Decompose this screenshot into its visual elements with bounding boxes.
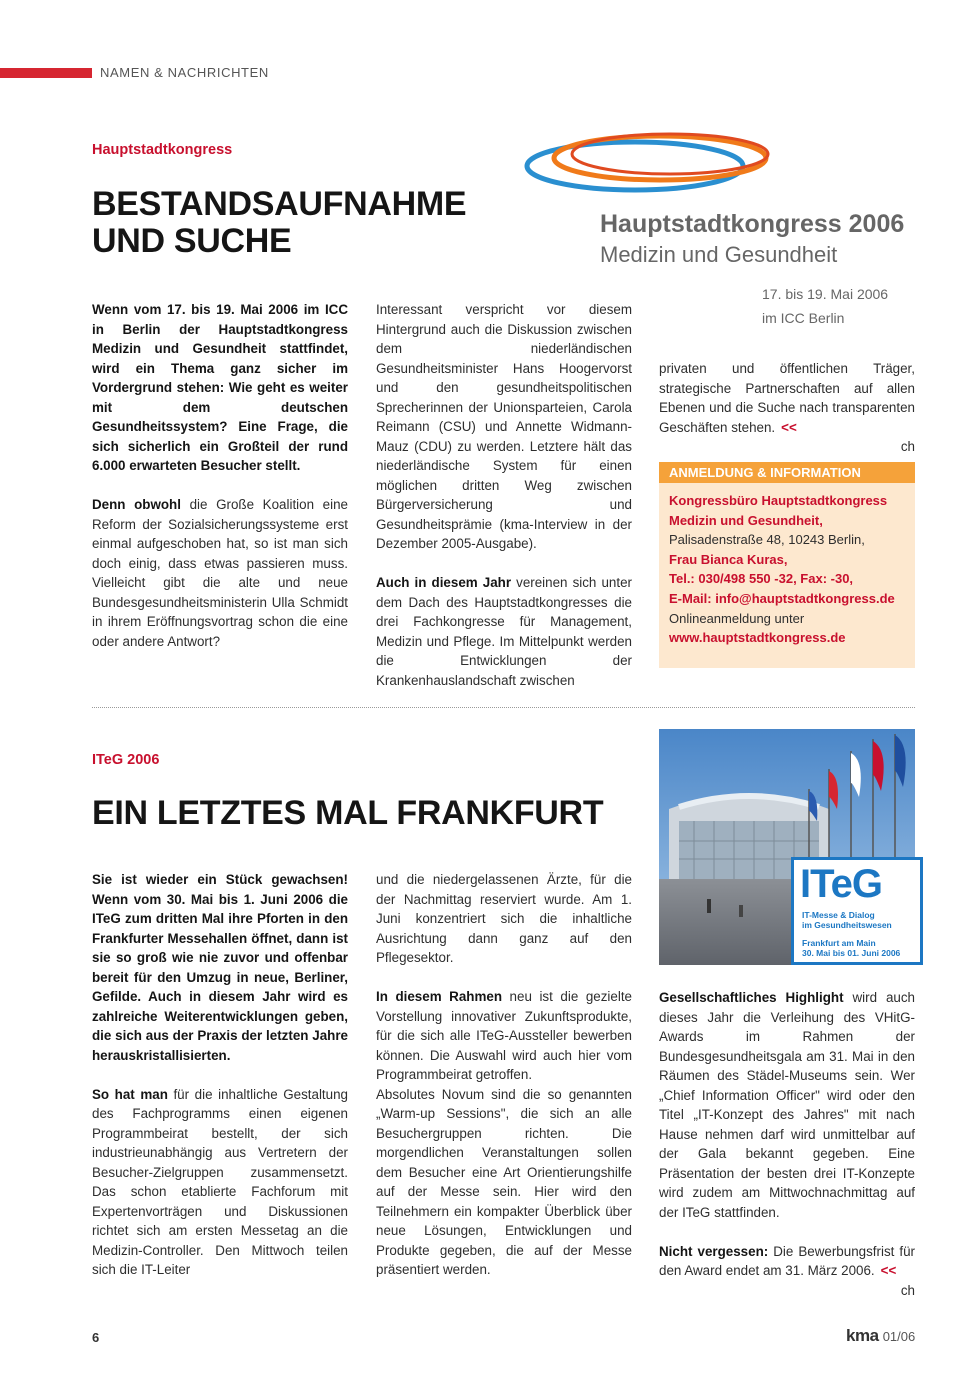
article1-lead: Wenn vom 17. bis 19. Mai 2006 im ICC in Berlin der Hauptstadtkongress Medizin und Gesundheit stattfindet, wird ein Thema ganz sicher im Vordergrund stehen: Wie geht es weiter mit dem deutschen Gesundheitssystem? Eine Frage, die sich sicherlich ein Großteil der rund 6.000 erwarteten Besucher stellt. <box>92 302 348 473</box>
article2-p6-lead-in: Nicht vergessen: <box>659 1243 769 1259</box>
article1-signature: ch <box>900 439 915 454</box>
article2-headline: EIN LETZTES MAL FRANKFURT <box>92 794 604 832</box>
infobox-url: www.hauptstadtkongress.de <box>669 630 846 646</box>
article1-paragraph4 <box>659 359 915 437</box>
issue-number: 01/06 <box>882 1329 916 1344</box>
congress-logo-rings <box>520 118 920 208</box>
article1-headline <box>92 186 466 260</box>
iteg-logo-line4: 30. Mai bis 01. Juni 2006 <box>802 948 901 958</box>
infobox-contact: Frau Bianca Kuras, <box>669 551 788 567</box>
article1-kicker: Hauptstadtkongress <box>92 142 233 158</box>
infobox-phone: Tel.: 030/498 550 -32, Fax: -30, <box>669 571 854 587</box>
article2-kicker: ITeG 2006 <box>92 752 160 768</box>
iteg-logo-line3: Frankfurt am Main <box>802 938 876 948</box>
article2-p5-text: wird auch dieses Jahr die Verleihung des VHitG-Awards im Rahmen der Bundesgesundheitsgala am 31. Mai in den Räumen des Städel-Museums sein. Wer „Chief Information Officer" wird oder den Titel „IT-Konzept des Jahres" mit nach Hause nehmen darf wird unmittelbar auf der Gala bekannt gegeben. Eine Präsentation der besten drei IT-Konzepte wird zudem am Mittwochnachmittag auf der ITeG stattfinden. <box>659 990 915 1220</box>
article2-p5-lead-in: Gesellschaftliches Highlight <box>659 990 844 1005</box>
article2-paragraph2: und die niedergelassenen Ärzte, für die der Nachmittag reserviert wurde. Am 1. Juni konzentriert sich die inhaltliche Ausrichtung dann ganz auf den Pflegesektor. <box>376 872 632 965</box>
article2-p1-text: für die inhaltliche Gestaltung des Fachprogramms einen eigenen Programmbeirat bestellt, der sich industrieunabhängig aus Vertretern der Besucher-Zielgruppen zusammensetzt. Das schon etablierte Fachforum mit Expertenvorträgen und Diskussionen richtet sich am ersten Messetag an die Medizin-Controller. Den Mittwoch teilen sich die IT-Leiter <box>92 1086 348 1277</box>
article-divider <box>92 707 915 708</box>
congress-logo-title: Hauptstadtkongress 2006 <box>600 210 905 238</box>
article2-paragraph4: Absolutes Novum sind die so genannten „Warm-up Sessions", die sich an alle Besuchergruppen richten. Die morgendlichen Veranstaltungen sollen dem Besucher eine Art Orientierungshilfe auf der Messe sein. Hier wird den Teilnehmern ein kompakter Überblick über neue Lösungen, Entwicklungen und Produkte gegeben, die auf der Messe präsentiert werden. <box>376 1086 632 1277</box>
end-mark-icon: << <box>880 1263 897 1278</box>
infobox-org-line1: Kongressbüro Hauptstadtkongress <box>669 493 888 508</box>
article1-p3-lead-in: Auch in diesem Jahr <box>376 575 512 590</box>
infobox-address: Palisadenstraße 48, 10243 Berlin, <box>669 532 865 548</box>
infobox-heading: ANMELDUNG & INFORMATION <box>659 462 915 483</box>
article1-column2 <box>376 300 632 710</box>
article1-p1-lead-in: Denn obwohl <box>92 497 181 512</box>
article2-column2 <box>376 870 632 1299</box>
article2-signature: ch <box>900 1282 915 1298</box>
article2-paragraph3 <box>376 987 632 1085</box>
article2-paragraph1 <box>92 1085 348 1280</box>
article2-p6-text: Die Bewerbungsfrist für den Award endet am 31. März 2006. <box>659 1243 915 1278</box>
article1-column3 <box>659 359 915 476</box>
article2-column3 <box>659 988 915 1320</box>
page-number: 6 <box>92 1330 100 1345</box>
article1-paragraph2: Interessant verspricht vor diesem Hintergrund auch die Diskussion zwischen dem niederländischen Gesundheitsminister Hans Hoogervorst und den gesundheitspolitischen Sprecherinnen der Unionsparteien, Carola Reimann (CSU) und Annette Widmann-Mauz (CDU) zu werden. Letztere hält das niederländische System für einen möglichen dritten Weg zwischen Bürgerversicherung und Gesundheitsprämie (kma-Interview in der Dezember 2005-Ausgabe). <box>376 302 632 551</box>
infobox-online-label: Onlineanmeldung unter <box>669 610 805 626</box>
iteg-logo-line1: IT-Messe & Dialog <box>802 910 875 920</box>
article2-lead: Sie ist wieder ein Stück gewachsen! Wenn vom 30. Mai bis 1. Juni 2006 die ITeG zum dritten Mal ihre Pforten in den Frankfurter Messehallen öffnet, dann ist sie so groß wie nie zuvor und offenbar bereit für den Umzug in neue, Berliner, Gefilde. Auch in diesem Jahr wird es zahlreiche Weiterentwicklungen geben, die sich aus der Praxis der letzten Jahre herauskristallisierten. <box>92 872 348 1063</box>
footer-brand <box>846 1326 915 1346</box>
infobox-email: E-Mail: info@hauptstadtkongress.de <box>669 590 895 606</box>
section-color-bar <box>0 68 92 78</box>
registration-infobox <box>659 462 915 668</box>
article1-paragraph1 <box>92 495 348 651</box>
article1-p3-text: vereinen sich unter dem Dach des Hauptstadtkongresses die drei Fachkongresse für Management, Medizin und Pflege. Im Mittelpunkt werden die Entwicklungen der Krankenhauslandschaft zwischen <box>376 575 632 688</box>
article1-headline-line2: UND SUCHE <box>92 222 292 260</box>
end-mark-icon: << <box>781 419 797 435</box>
article2-column1 <box>92 870 348 1299</box>
article2-p3-lead-in: In diesem Rahmen <box>376 989 502 1004</box>
congress-logo-subtitle: Medizin und Gesundheit <box>600 242 838 267</box>
iteg-logo-title: ITeG <box>800 862 882 906</box>
iteg-logo-line2: im Gesundheitswesen <box>802 920 892 930</box>
article1-p1-text: die Große Koalition eine Reform der Sozialsicherungssysteme erst einmal aufgeschoben hat, so ist man sich doch einig, dass etwas passieren muss. Vielleicht gibt die alte und neue Bundesgesundheitsministerin Ulla Schmidt in ihrem Eröffnungsvortrag schon die eine oder andere Antwort? <box>92 497 348 649</box>
article1-paragraph3 <box>376 573 632 690</box>
article2-paragraph5 <box>659 988 915 1222</box>
article1-headline-line1: BESTANDSAUFNAHME <box>92 185 467 223</box>
section-label: NAMEN & NACHRICHTEN <box>100 65 269 80</box>
article2-paragraph6 <box>659 1242 915 1281</box>
fair-photo <box>659 729 915 965</box>
infobox-org-line2: Medizin und Gesundheit, <box>669 512 823 528</box>
congress-logo-date: 17. bis 19. Mai 2006 <box>762 286 889 302</box>
brand-logo: kma <box>846 1326 879 1345</box>
article2-p3-text: neu ist die gezielte Vorstellung innovativer Zukunftsprodukte, für die sich alle ITeG-Aussteller bewerben können. Die Auswahl wird auch hier vom Programmbeirat getroffen. <box>376 989 632 1082</box>
article2-p1-lead-in: So hat man <box>92 1086 168 1102</box>
infobox-body <box>659 483 915 656</box>
congress-logo-place: im ICC Berlin <box>762 310 845 326</box>
iteg-logo-badge <box>791 857 923 965</box>
article1-column1 <box>92 300 348 671</box>
article1-p4-text: privaten und öffentlichen Träger, strategische Partnerschaften auf allen Ebenen und die Suche nach transparenten Geschäften stehen. <box>659 361 915 435</box>
